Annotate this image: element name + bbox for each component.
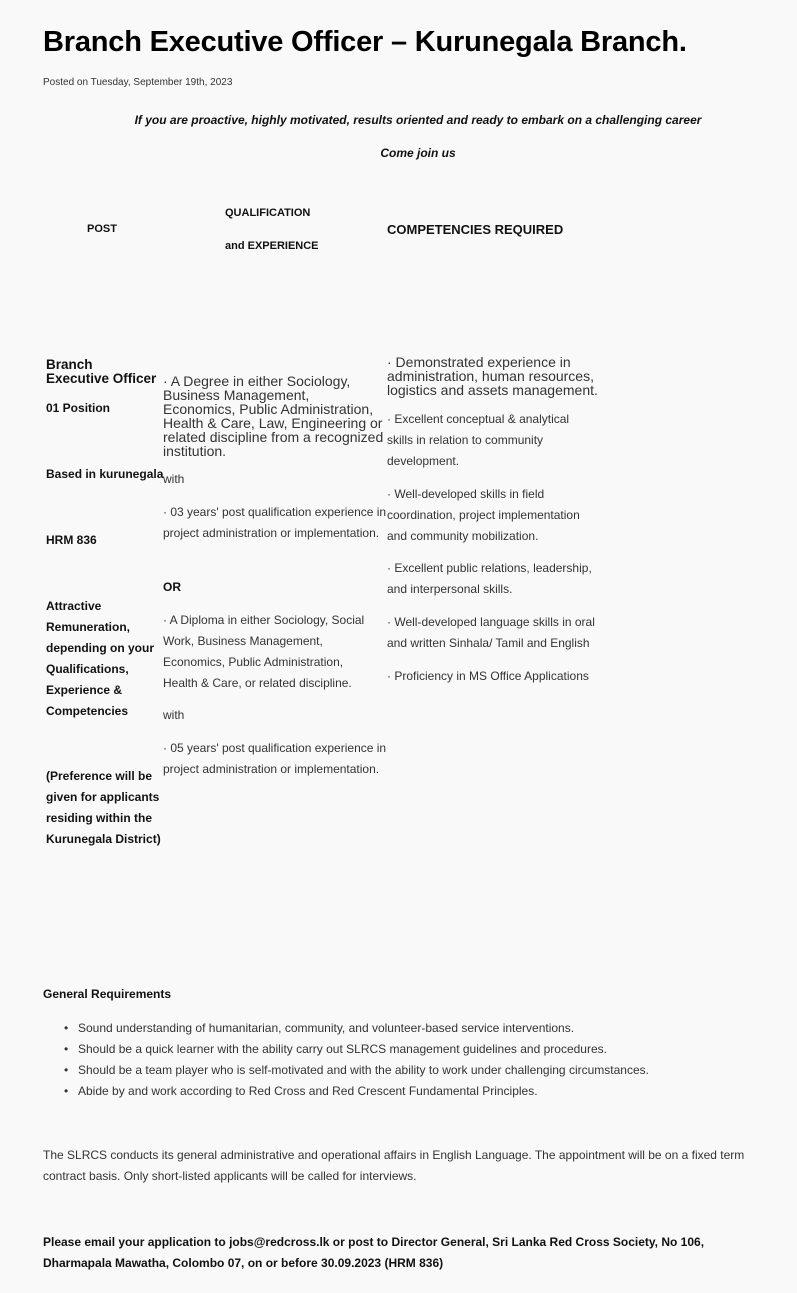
general-requirements-title: General Requirements (43, 987, 172, 1001)
remuneration-line: Experience & (46, 683, 123, 697)
posted-date: Posted on Tuesday, September 19th, 2023 (43, 77, 233, 88)
list-item (64, 1081, 649, 1102)
qualification-experience-1: · 03 years' post qualification experience in project administration or implementation. (163, 505, 387, 540)
qualification-experience-2: · 05 years' post qualification experience in project administration or implementation. (163, 741, 387, 776)
competency-item: · Excellent public relations, leadership, and interpersonal skills. (387, 561, 592, 596)
preference-line: Kurunegala District) (46, 832, 161, 846)
list-item-text: Abide by and work according to Red Cross and Red Crescent Fundamental Principles. (78, 1084, 538, 1098)
remuneration-line: Qualifications, (46, 662, 129, 676)
intro-line: If you are proactive, highly motivated, results oriented and ready to embark on a challenging career (134, 113, 702, 127)
post-title: Branch Executive Officer (46, 357, 157, 386)
apply-prefix: Please email your application to (43, 1235, 230, 1249)
post-positions: 01 Position (46, 401, 111, 415)
qualification-with-1: with (163, 472, 185, 486)
competency-item: · Well-developed language skills in oral and written Sinhala/ Tamil and English (387, 615, 595, 650)
post-positions-wrap (46, 398, 158, 419)
header-competencies: COMPETENCIES REQUIRED (387, 222, 564, 237)
qualification-or: OR (163, 580, 181, 594)
qualification-with-2: with (163, 708, 185, 722)
bullet-icon: • (64, 1084, 69, 1098)
post-reference-wrap (46, 530, 158, 551)
post-preference (46, 766, 161, 850)
competency-item: · Demonstrated experience in administration, human resources, logistics and assets management. (387, 354, 598, 398)
post-location: Based in kurunegala (46, 467, 164, 481)
preference-line: residing within the (46, 811, 153, 825)
language-note: The SLRCS conducts its general administrative and operational affairs in English Language. The appointment will be on a fixed term contract basis. Only short-listed applicants will be called for interviews. (43, 1148, 745, 1183)
bullet-icon: • (64, 1021, 69, 1035)
post-column (46, 358, 158, 386)
list-item (64, 1060, 649, 1081)
post-remuneration (46, 596, 161, 722)
qualification-degree: · A Degree in either Sociology, Business Management, Economics, Public Administration, Health & Care, Law, Engineering or related discipline from a recognized institution. (163, 373, 384, 459)
preference-line: (Preference will be (46, 769, 153, 783)
post-reference: HRM 836 (46, 533, 97, 547)
remuneration-line: Competencies (46, 704, 129, 718)
competency-item: · Well-developed skills in field coordination, project implementation and community mobilization. (387, 487, 580, 543)
apply-suffix: or post to Director General, Sri Lanka Red Cross Society, No 106, Dharmapala Mawatha, Colombo 07, on or before 30.09.2023 (HRM 836) (43, 1235, 705, 1270)
bullet-icon: • (64, 1063, 69, 1077)
page-title: Branch Executive Officer – Kurunegala Branch. (43, 26, 687, 58)
bullet-icon: • (64, 1042, 69, 1056)
qualification-diploma: · A Diploma in either Sociology, Social Work, Business Management, Economics, Public Administration, Health & Care, or related discipline. (163, 613, 365, 690)
remuneration-line: Remuneration, (46, 620, 131, 634)
preference-line: given for applicants (46, 790, 160, 804)
list-item (64, 1039, 649, 1060)
list-item (64, 1018, 649, 1039)
header-qualification: QUALIFICATION (225, 207, 311, 219)
general-requirements-list (43, 1018, 649, 1102)
apply-email-link[interactable]: jobs@redcross.lk (229, 1235, 330, 1249)
competency-item: · Proficiency in MS Office Applications (387, 669, 589, 683)
post-location-wrap (46, 464, 166, 485)
remuneration-line: Attractive (46, 599, 102, 613)
list-item-text: Should be a team player who is self-motivated and with the ability to work under challenging circumstances. (78, 1063, 649, 1077)
header-post: POST (87, 223, 117, 235)
remuneration-line: depending on your (46, 641, 154, 655)
application-instructions (43, 1232, 763, 1274)
list-item-text: Sound understanding of humanitarian, community, and volunteer-based service interventions. (78, 1021, 575, 1035)
list-item-text: Should be a quick learner with the ability carry out SLRCS management guidelines and procedures. (78, 1042, 607, 1056)
come-join-us: Come join us (380, 146, 456, 160)
competency-item: · Excellent conceptual & analytical skills in relation to community development. (387, 412, 570, 468)
header-experience: and EXPERIENCE (225, 240, 319, 252)
